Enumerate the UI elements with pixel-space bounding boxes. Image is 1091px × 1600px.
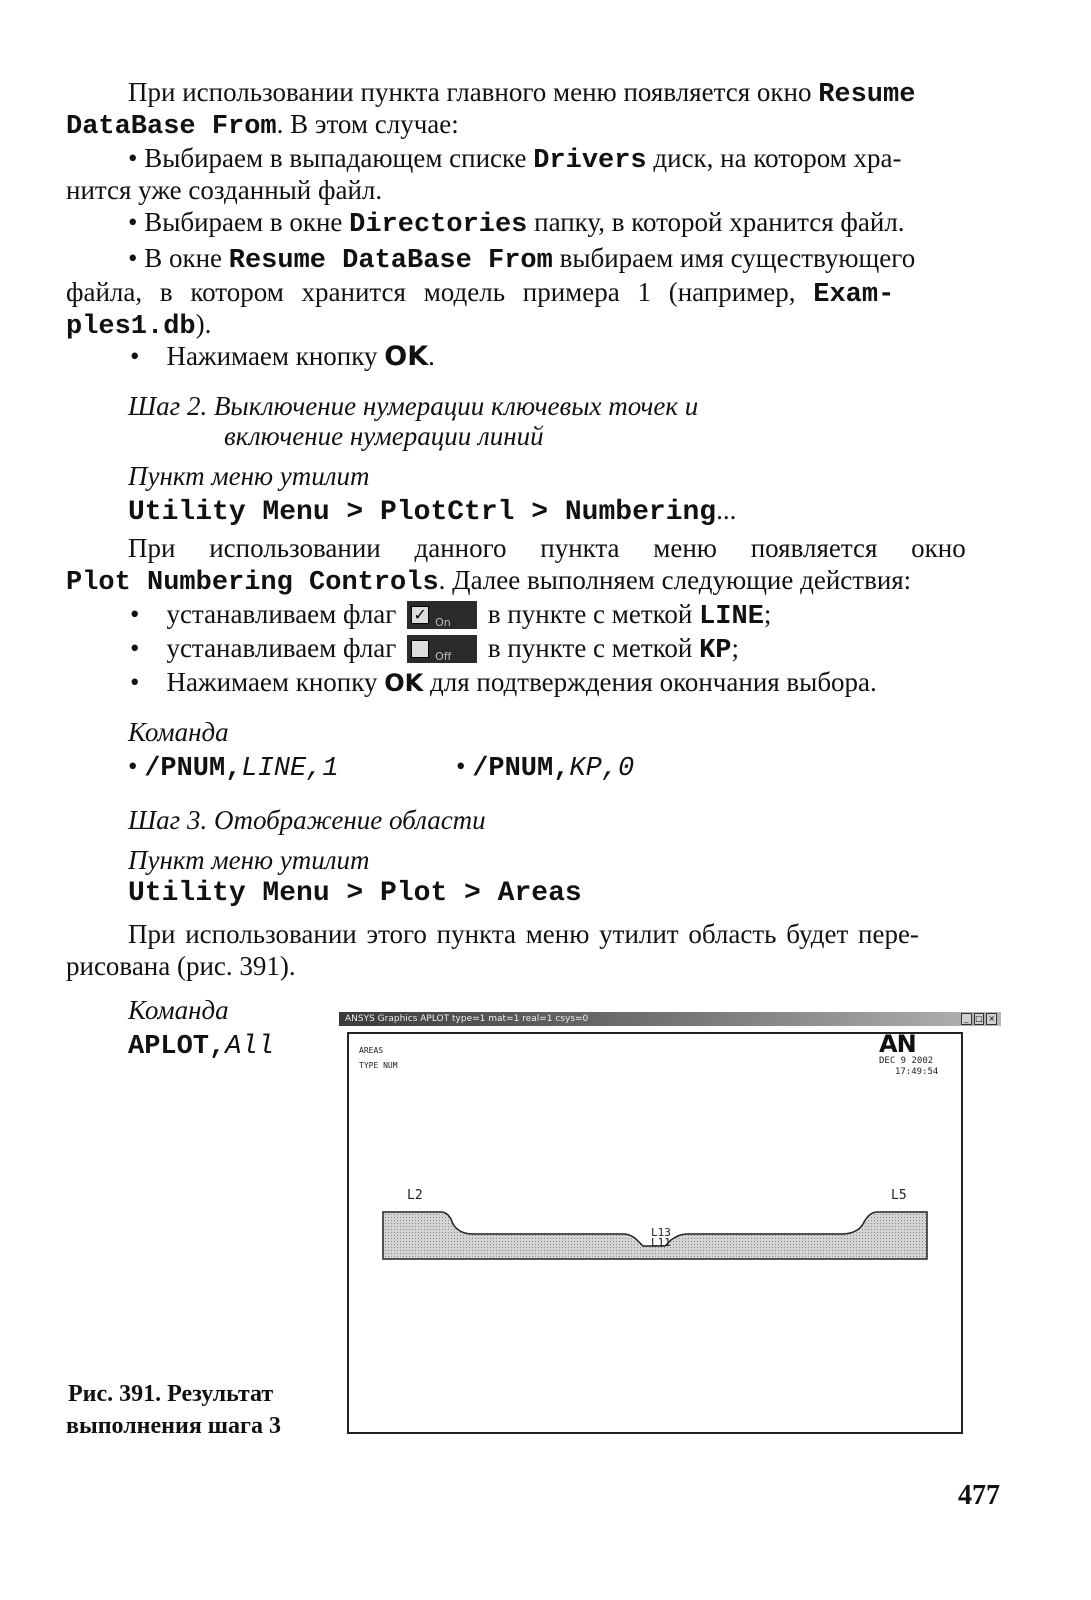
step2-para-line1: [128, 532, 1002, 564]
flag-ok-bold: OK: [384, 669, 424, 697]
step2-command-label: Команда: [128, 717, 229, 747]
window-controls: [961, 1013, 997, 1025]
window-titlebar: [339, 1012, 1001, 1026]
bullet-resume-pre: В окне: [144, 243, 229, 273]
para1-bold: Resume: [818, 80, 916, 110]
flag-kp-bold: KP: [699, 636, 732, 666]
step2-heading-line2: включение нумерации линий: [224, 421, 544, 451]
step3-para-line2: рисована (рис. 391).: [66, 951, 296, 981]
line-label-l11: L11: [651, 1236, 671, 1249]
plot-time: 17:49:54: [895, 1067, 939, 1077]
bullet-resume-line2-text: файла, в котором хранится модель примера 1 (например,: [66, 277, 814, 307]
type-label: TYPE NUM: [359, 1061, 398, 1070]
flag-kp-item: • устанавливаем флаг Off в пункте с меткой KP;: [130, 632, 739, 667]
bullet-directories-pre: Выбираем в окне: [144, 207, 350, 237]
bullet-resume-line2-bold: Exam-: [813, 280, 895, 310]
bullet-resume-line3: [66, 308, 211, 343]
line-label-l5: L5: [891, 1188, 907, 1203]
flag-line-bold: LINE: [699, 602, 764, 632]
step3-heading: Шаг 3. Отображение области: [128, 805, 486, 835]
step2-cmd2-bold: /PNUM,: [472, 754, 570, 784]
step2-para-line2-text: . Далее выполняем следующие действия:: [438, 565, 912, 595]
para1-text2: . В этом случае:: [276, 109, 459, 139]
step2-cmd1-bold: /PNUM,: [144, 754, 242, 784]
step3-cmd: [128, 1028, 274, 1063]
flag-ok-post: для подтверждения окончания выбора.: [423, 667, 877, 697]
step2-menu-path-tail: ...: [716, 495, 737, 525]
step2-cmd2: • /PNUM,KP,0: [456, 751, 635, 784]
step3-cmd-it: All: [225, 1032, 274, 1062]
line-label-l2: L2: [407, 1188, 423, 1203]
ansys-logo: AN: [879, 1030, 916, 1058]
close-icon[interactable]: ×: [988, 1014, 996, 1023]
step2-menu-path: [128, 494, 736, 529]
step2-menu-path-text: Utility Menu > PlotCtrl > Numbering: [128, 497, 717, 528]
window-title: ANSYS Graphics APLOT type=1 mat=1 real=1 csys=0: [345, 1014, 589, 1024]
para1-bold2: DataBase From: [66, 112, 277, 142]
flag-ok-item: • Нажимаем кнопку OK для подтверждения окончания выбора.: [130, 667, 877, 697]
flag-line-pre: устанавливаем флаг: [166, 599, 397, 629]
bullet-directories-bold: Directories: [349, 210, 528, 240]
bullet-ok: • Нажимаем кнопку OK.: [130, 341, 435, 372]
step2-cmd1: • /PNUM,LINE,1: [128, 751, 339, 784]
flag-on-label: On: [435, 616, 451, 629]
line-label-l13: L13: [651, 1226, 671, 1239]
step3-menu-path: Utility Menu > Plot > Areas: [128, 878, 582, 909]
step2-para-line1-text: При использовании данного пункта меню появляется окно: [128, 533, 966, 563]
step2-menu-label: Пункт меню утилит: [128, 461, 370, 491]
figure-caption-line2: выполнения шага 3: [66, 1413, 281, 1439]
step2-cmd1-it: LINE,1: [241, 754, 339, 784]
bullet-resume-line3-bold: ples1.db: [66, 312, 196, 342]
bullet-drivers-line2: нится уже созданный файл.: [66, 175, 383, 205]
para1-line2: [66, 108, 459, 143]
step2-para-line2: [66, 564, 911, 599]
para1-line1: [128, 76, 915, 111]
bullet-resume-bold: Resume DataBase From: [228, 246, 553, 276]
flag-kp-end: ;: [731, 633, 740, 663]
bullet-directories: • Выбираем в окне Directories папку, в которой хранится файл.: [128, 207, 905, 240]
bullet-resume-line2: [66, 276, 1002, 311]
flag-line-post: в пункте с меткой: [487, 599, 700, 629]
plot-date: DEC 9 2002: [879, 1056, 934, 1066]
step3-menu-label: Пункт меню утилит: [128, 845, 370, 875]
bullet-drivers-post: диск, на котором хра-: [646, 143, 902, 173]
bullet-ok-bold: OK: [384, 341, 429, 372]
para1-text: При использовании пункта главного меню появляется окно: [128, 77, 819, 107]
page-number: 477: [958, 1480, 1000, 1511]
step3-cmd-bold: APLOT,: [128, 1032, 226, 1062]
flag-off-label: Off: [435, 650, 452, 663]
step2-cmd2-it: KP,0: [569, 754, 635, 784]
bullet-drivers-pre: Выбираем в выпадающем списке: [144, 143, 534, 173]
bullet-drivers: • Выбираем в выпадающем списке Drivers диск, на котором хра-: [128, 143, 902, 176]
maximize-icon[interactable]: □: [975, 1014, 983, 1023]
flag-ok-pre: Нажимаем кнопку: [166, 667, 385, 697]
flag-line-item: • устанавливаем флаг ✓ On в пункте с меткой LINE;: [130, 598, 771, 633]
flag-kp-post: в пункте с меткой: [487, 633, 700, 663]
bullet-ok-pre: Нажимаем кнопку: [166, 341, 385, 371]
flag-line-end: ;: [763, 599, 772, 629]
bullet-resume-line3-post: ).: [195, 309, 212, 339]
ansys-graphics-window: [339, 1012, 1001, 1442]
checkbox-on-icon: ✓ On: [407, 601, 477, 629]
bullet-ok-post: .: [428, 341, 435, 371]
minimize-icon[interactable]: _: [961, 1013, 972, 1025]
areas-label: AREAS: [359, 1046, 384, 1055]
step3-para-line1: При использовании этого пункта меню утилит область будет пере-: [128, 919, 919, 949]
step2-heading-line1: Шаг 2. Выключение нумерации ключевых точек и: [128, 391, 699, 421]
step2-para-line2-bold: Plot Numbering Controls: [66, 568, 439, 598]
flag-kp-pre: устанавливаем флаг: [166, 633, 397, 663]
bullet-directories-post: папку, в которой хранится файл.: [527, 207, 905, 237]
figure-caption-line1: Рис. 391. Результат: [68, 1381, 274, 1407]
step3-command-label: Команда: [128, 995, 229, 1025]
plot-canvas: [347, 1032, 963, 1434]
checkbox-off-icon: [407, 635, 477, 663]
bullet-resume-post: выбираем имя существующего: [552, 243, 916, 273]
bullet-drivers-bold: Drivers: [533, 146, 647, 176]
bullet-resume: • В окне Resume DataBase From выбираем имя существующего: [128, 243, 916, 276]
